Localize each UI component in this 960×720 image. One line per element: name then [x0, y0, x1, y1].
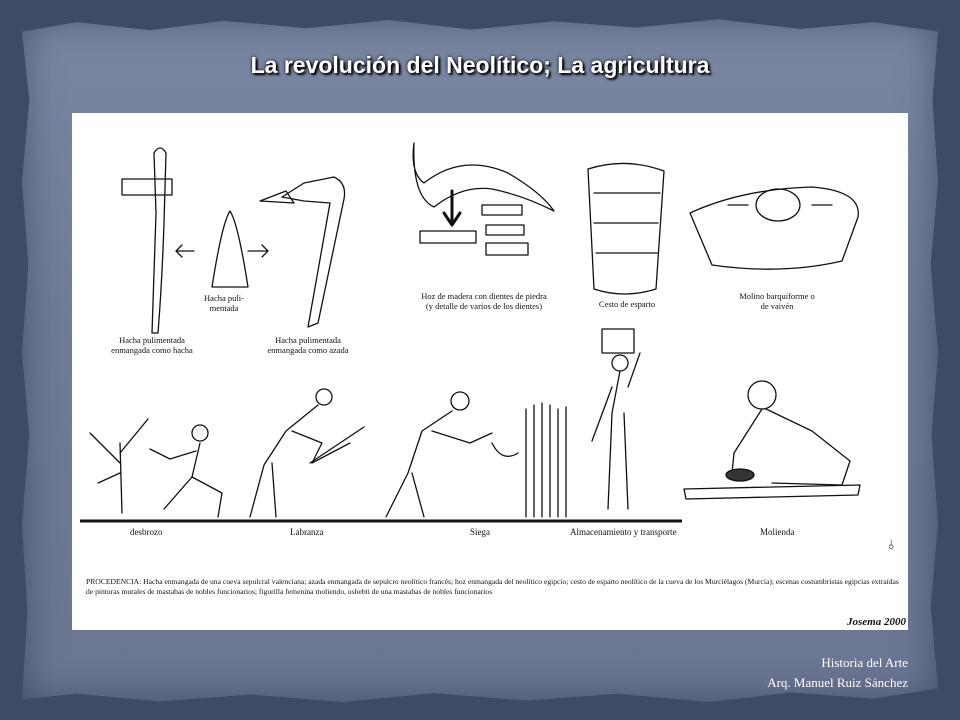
slide-title: La revolución del Neolítico; La agricultura: [250, 52, 710, 78]
scene-label-harvest: Siega: [470, 527, 490, 537]
illustration-panel: [72, 113, 908, 630]
blade-caption: Hacha puli- mentada: [204, 293, 244, 313]
artist-mark-icon: ⫰: [888, 537, 894, 552]
source-note: PROCEDENCIA: Hacha enmangada de una cueva sepulcral valenciana; azada enmangada de sepulcro neolítico francés; hoz enmangada del neolítico egipcio; cesto de esparto neolítico de la cueva de los Murciélagos (Murcia); escenas costumbristas egipcias extraídas de pinturas murales de mastabas de nobles funcionarios; figurilla femenina moliendo, ushebti de una mastabas de nobles funcionarios: [86, 577, 899, 596]
mill-drawing: [690, 187, 858, 269]
basket-drawing: [588, 163, 664, 294]
clearing-scene-drawing: [90, 419, 222, 517]
scene-label-ploughing: Labranza: [290, 527, 324, 537]
basket-caption: Cesto de esparto: [598, 299, 656, 309]
illustration-drawing: [72, 113, 908, 630]
hoe-drawing: [260, 177, 345, 327]
scene-label-storage: Almacenamiento y transporte: [570, 527, 677, 537]
axe-handle-drawing: [122, 148, 172, 333]
mill-caption: Molino barquiforme o de vaivén: [739, 291, 815, 311]
credit-course: Historia del Arte: [821, 655, 908, 670]
blade-drawing: [176, 211, 268, 287]
sickle-caption: Hoz de madera con dientes de piedra (y detalle de varios de los dientes): [421, 291, 547, 311]
artist-signature: Josema 2000: [847, 616, 906, 628]
sickle-drawing: [413, 143, 554, 255]
axe-caption: Hacha pulimentada enmangada como hacha: [111, 335, 193, 355]
credit-author: Arq. Manuel Ruiz Sánchez: [767, 675, 908, 690]
storage-scene-drawing: [592, 329, 640, 509]
scene-label-clearing: desbrozo: [130, 527, 163, 537]
scene-label-grinding: Molienda: [760, 527, 795, 537]
ploughing-scene-drawing: [250, 389, 364, 517]
grinding-scene-drawing: [684, 381, 860, 499]
harvest-scene-drawing: [386, 392, 566, 517]
hoe-caption: Hacha pulimentada enmangada como azada: [267, 335, 349, 355]
